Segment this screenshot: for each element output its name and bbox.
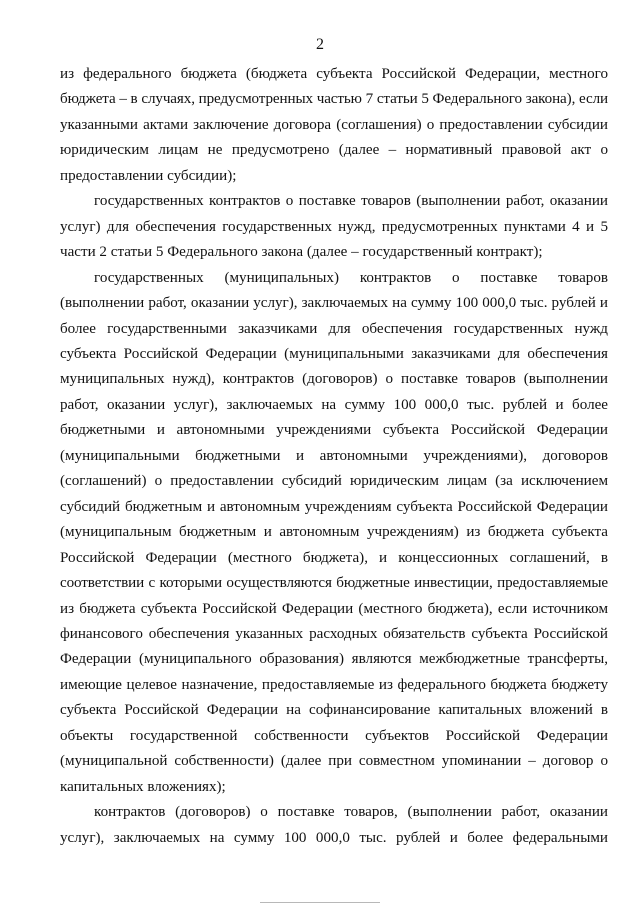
- text-line: имеющие целевое назначение, предоставляемые из федерального бюджета бюджету: [60, 676, 608, 693]
- text-line: объекты государственной собственности субъектов Российской Федерации: [60, 727, 608, 744]
- text-line: из бюджета субъекта Российской Федерации (местного бюджета), если источником: [60, 600, 608, 617]
- text-line: Российской Федерации (местного бюджета), и концессионных соглашений, в: [60, 549, 608, 566]
- text-line: Федерации (муниципального образования) являются межбюджетные трансферты,: [60, 651, 608, 668]
- text-line: более государственными заказчиками для обеспечения государственных нужд: [60, 320, 608, 337]
- text-line: субъекта Российской Федерации (муниципальными заказчиками для обеспечения: [60, 345, 608, 362]
- text-line: (соглашений) о предоставлении субсидий юридическим лицам (за исключением: [60, 473, 608, 490]
- text-line: услуг) для обеспечения государственных нужд, предусмотренных пунктами 4 и 5: [60, 218, 608, 235]
- text-line: (выполнении работ, оказании услуг), заключаемых на сумму 100 000,0 тыс. рублей и: [60, 295, 608, 312]
- text-line: из федерального бюджета (бюджета субъекта Российской Федерации, местного: [60, 66, 608, 82]
- text-line: капитальных вложениях);: [60, 778, 226, 795]
- text-line: работ, оказании услуг), заключаемых на сумму 100 000,0 тыс. рублей и более: [60, 396, 608, 413]
- text-line: услуг), заключаемых на сумму 100 000,0 тыс. рублей и более федеральными: [60, 829, 608, 846]
- text-line: контрактов (договоров) о поставке товаров, (выполнении работ, оказании: [94, 804, 608, 821]
- text-line: указанными актами заключение договора (соглашения) о предоставлении субсидии: [60, 116, 608, 133]
- text-line: (муниципальной собственности) (далее при совместном упоминании – договор о: [60, 753, 608, 770]
- text-line: (муниципальным бюджетным и автономным учреждениям) из бюджета субъекта: [60, 524, 608, 541]
- text-line: (муниципальными бюджетными и автономными учреждениями), договоров: [60, 447, 608, 464]
- text-line: юридическим лицам не предусмотрено (далее – нормативный правовой акт о: [60, 142, 608, 159]
- text-line: государственных контрактов о поставке товаров (выполнении работ, оказании: [94, 193, 608, 210]
- text-line: соответствии с которыми осуществляются бюджетные инвестиции, предоставляемые: [60, 575, 608, 592]
- page-number: 2: [316, 36, 324, 53]
- text-line: субсидий бюджетным и автономным учреждениям субъекта Российской Федерации: [60, 498, 608, 515]
- scan-artifact-line: [260, 902, 380, 903]
- text-line: государственных (муниципальных) контрактов о поставке товаров: [94, 269, 608, 286]
- text-line: субъекта Российской Федерации на софинансирование капитальных вложений в: [60, 702, 608, 719]
- text-line: предоставлении субсидии);: [60, 167, 237, 184]
- text-line: муниципальных нужд), контрактов (договоров) о поставке товаров (выполнении: [60, 371, 608, 388]
- document-body: [60, 62, 608, 851]
- text-line: части 2 статьи 5 Федерального закона (далее – государственный контракт);: [60, 244, 543, 261]
- text-line: бюджетными и автономными учреждениями субъекта Российской Федерации: [60, 422, 608, 439]
- text-line: бюджета – в случаях, предусмотренных частью 7 статьи 5 Федерального закона), если: [60, 91, 608, 108]
- text-line: финансового обеспечения указанных расходных обязательств субъекта Российской: [60, 625, 608, 642]
